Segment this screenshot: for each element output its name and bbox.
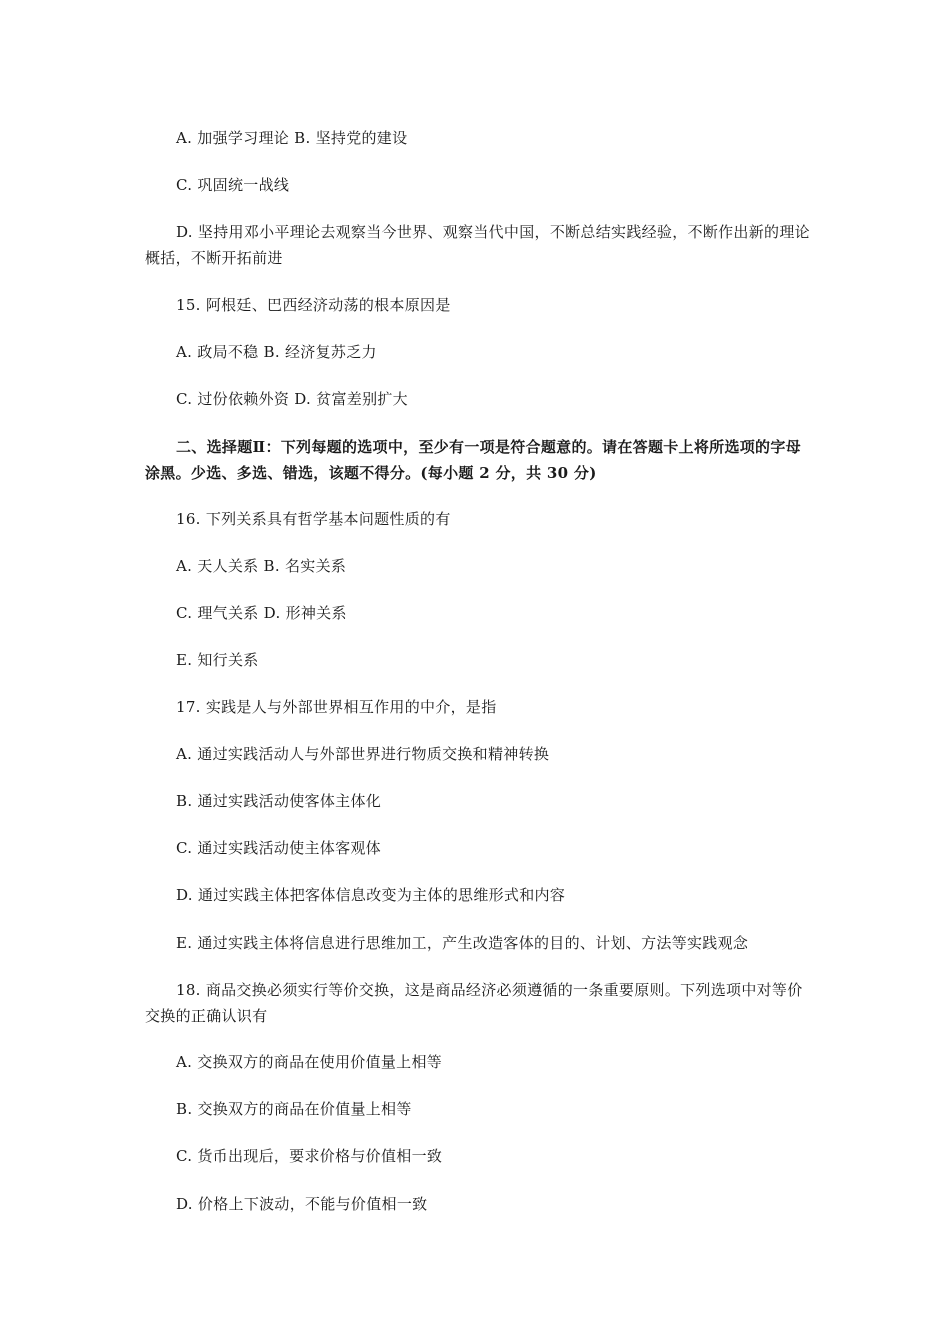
q15-option-ab: A. 政局不稳 B. 经济复苏乏力 (176, 343, 377, 361)
q16-option-e: E. 知行关系 (176, 651, 259, 669)
q15-option-cd: C. 过份依赖外资 D. 贫富差别扩大 (176, 390, 408, 408)
q18-option-b: B. 交换双方的商品在价值量上相等 (176, 1100, 412, 1118)
section-2-heading: 二、选择题Ⅱ：下列每题的选项中，至少有一项是符合题意的。请在答题卡上将所选项的字母涂黑。少选、多选、错选，该题不得分。(每小题 2 分，共 30 分) (145, 438, 801, 482)
q17-option-a: A. 通过实践活动人与外部世界进行物质交换和精神转换 (176, 745, 550, 763)
question-17: 17. 实践是人与外部世界相互作用的中介，是指 (176, 698, 497, 716)
q16-option-cd: C. 理气关系 D. 形神关系 (176, 604, 347, 622)
question-15: 15. 阿根廷、巴西经济动荡的根本原因是 (176, 296, 451, 314)
q18-option-c: C. 货币出现后，要求价格与价值相一致 (176, 1147, 443, 1165)
q14-option-ab: A. 加强学习理论 B. 坚持党的建设 (176, 129, 408, 147)
q17-option-c: C. 通过实践活动使主体客观体 (176, 839, 381, 857)
q16-option-ab: A. 天人关系 B. 名实关系 (176, 557, 347, 575)
question-16: 16. 下列关系具有哲学基本问题性质的有 (176, 510, 451, 528)
q18-option-d: D. 价格上下波动，不能与价值相一致 (176, 1195, 428, 1213)
q14-option-d: D. 坚持用邓小平理论去观察当今世界、观察当代中国，不断总结实践经验，不断作出新的理论概括，不断开拓前进 (145, 223, 810, 267)
q14-option-c: C. 巩固统一战线 (176, 176, 290, 194)
q17-option-d: D. 通过实践主体把客体信息改变为主体的思维形式和内容 (176, 886, 566, 904)
q17-option-b: B. 通过实践活动使客体主体化 (176, 792, 382, 810)
question-18: 18. 商品交换必须实行等价交换，这是商品经济必须遵循的一条重要原则。下列选项中对等价交换的正确认识有 (145, 981, 803, 1025)
q17-option-e: E. 通过实践主体将信息进行思维加工，产生改造客体的目的、计划、方法等实践观念 (176, 934, 749, 952)
q18-option-a: A. 交换双方的商品在使用价值量上相等 (176, 1053, 443, 1071)
